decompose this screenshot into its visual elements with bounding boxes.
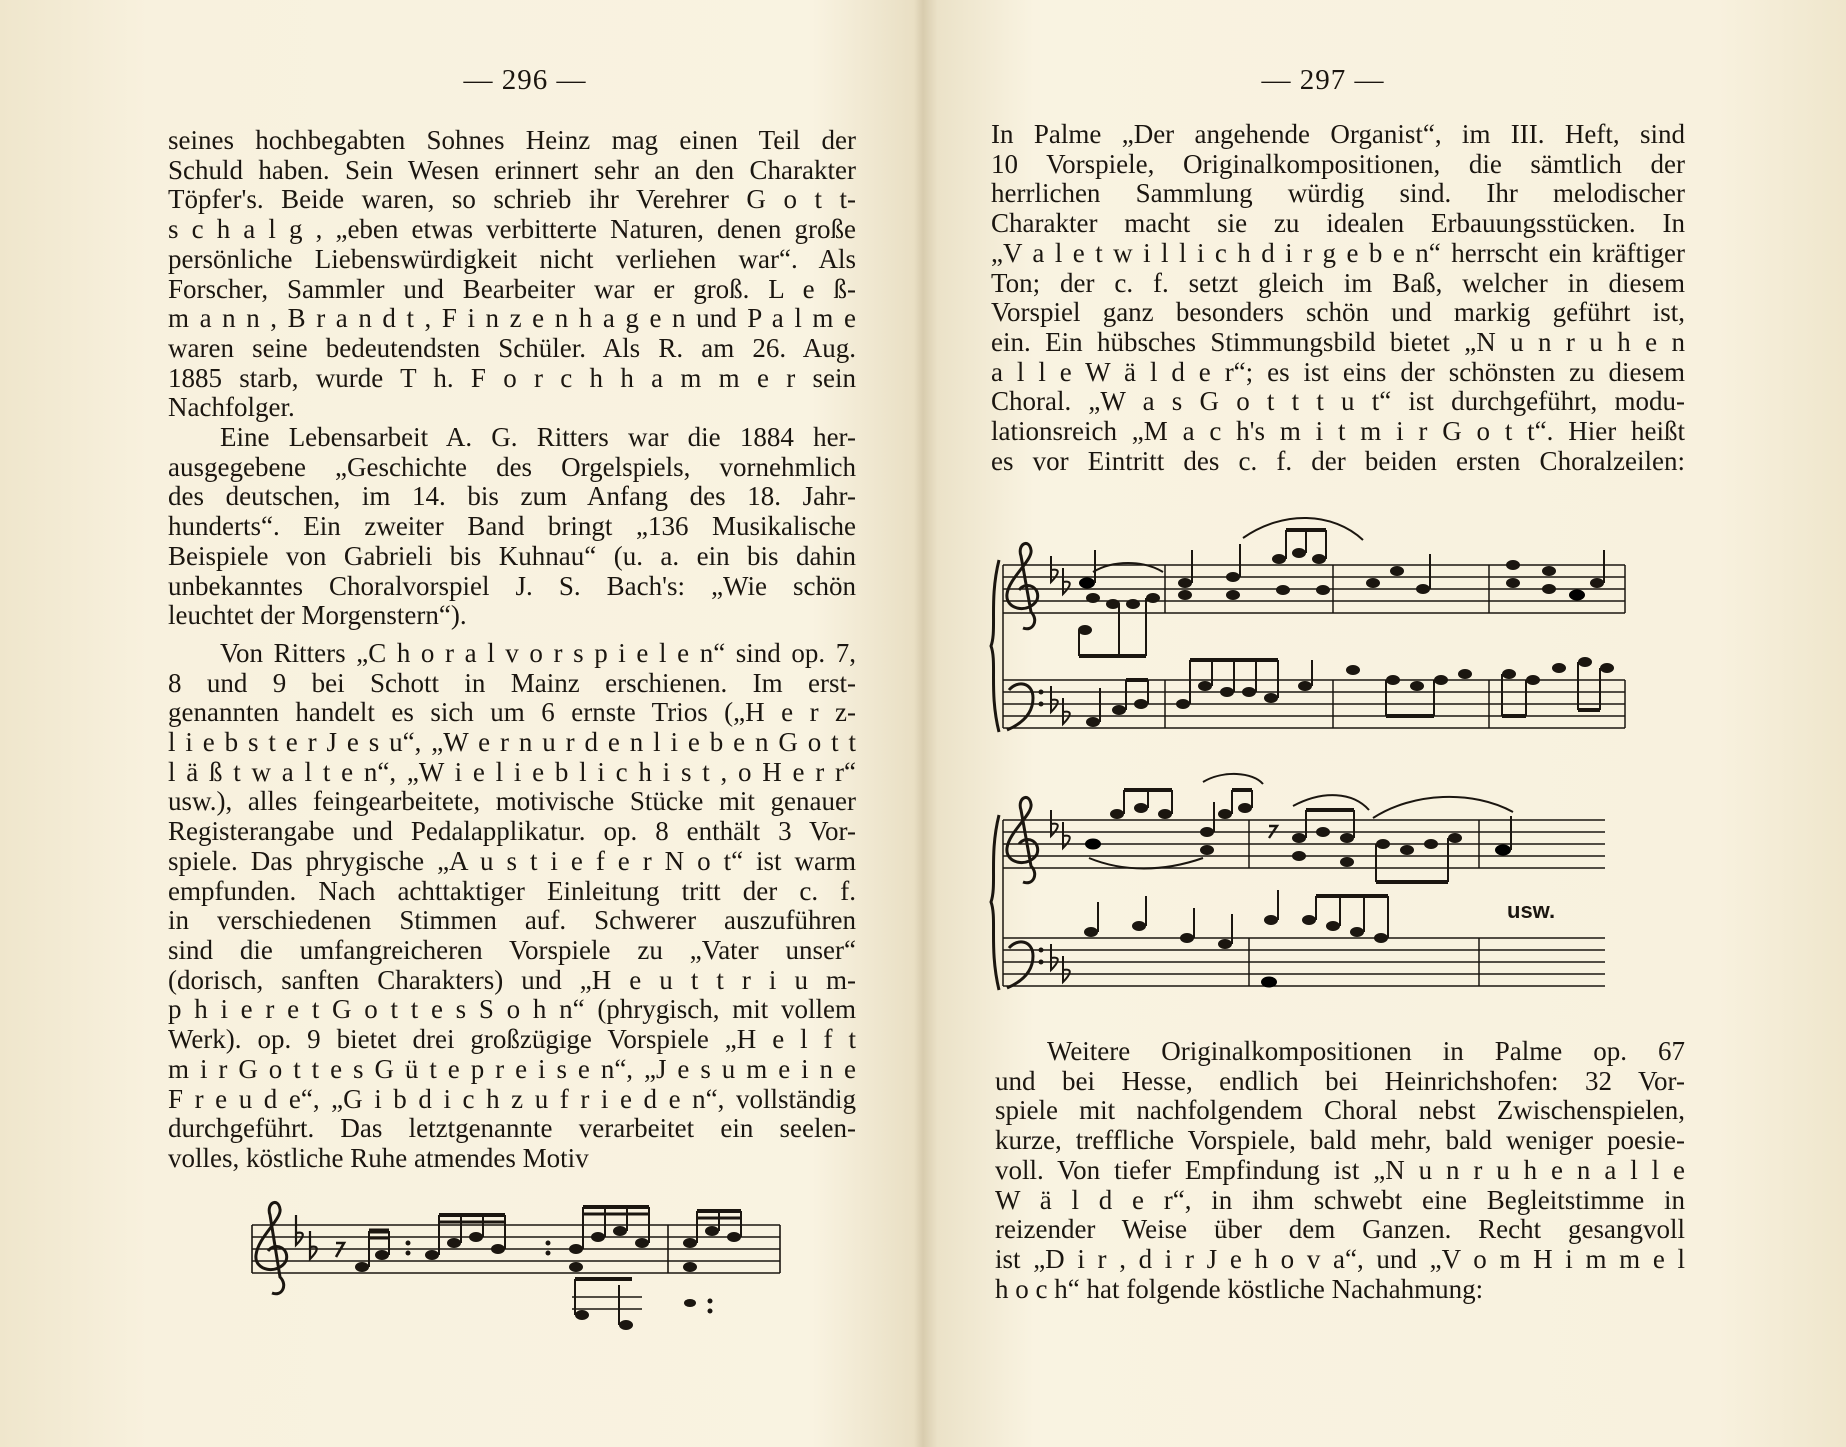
text-line: In Palme „Der angehende Organist“, im III. Heft, sind: [991, 119, 1685, 149]
text-line: leuchtet der Morgenstern“).: [168, 600, 467, 631]
text-line: l i e b s t e r J e s u“, „W e r n u r d e n l i e b e n G o t t: [168, 727, 856, 758]
text-line: 8 und 9 bei Schott in Mainz erschienen. Im erst-: [168, 667, 856, 698]
text-line: h o c h“ hat folgende köstliche Nachahmung:: [995, 1273, 1484, 1304]
text-line: hunderts“. Ein zweiter Band bringt „136 Musikalische: [168, 511, 856, 542]
text-line: in verschiedenen Stimmen auf. Schwerer auszuführen: [168, 905, 856, 936]
text-line: es vor Eintritt des c. f. der beiden ersten Choralzeilen:: [991, 445, 1685, 476]
text-line: waren seine bedeutendsten Schüler. Als R. am 26. Aug.: [168, 332, 856, 363]
text-line: Nachfolger.: [168, 392, 295, 423]
text-line: l ä ß t w a l t e n“, „W i e l i e b l i c h i s t , o H e r r“: [168, 756, 856, 787]
text-line: Choral. „W a s G o t t t u t“ ist durchgeführt, modu-: [991, 386, 1685, 417]
bass-clef: [1007, 684, 1033, 730]
treble-clef: [256, 1202, 287, 1293]
text-line: usw.), alles feingearbeitete, motivische Stücke mit genauer: [168, 786, 856, 817]
right-page: [923, 0, 1846, 1447]
text-line: Forscher, Sammler und Bearbeiter war er groß. L e ß-: [168, 273, 856, 304]
text-line: Von Ritters „C h o r a l v o r s p i e l e n“ sind op. 7,: [220, 637, 856, 668]
text-line: Werk). op. 9 bietet drei großzügige Vorspiele „H e l f t: [168, 1024, 856, 1055]
text-line: seines hochbegabten Sohnes Heinz mag einen Teil der: [168, 125, 856, 155]
text-line: 1885 starb, wurde T h. F o r c h h a m m e r sein: [168, 362, 856, 393]
text-line: voll. Von tiefer Empfindung ist „N u n r u h e n a l l e: [995, 1154, 1685, 1185]
text-line: herrlichen Sammlung würdig sind. Ihr melodischer: [991, 178, 1685, 209]
music-example-organ-score: [993, 520, 1633, 1010]
text-line: Charakter macht sie zu idealen Erbauungsstücken. In: [991, 208, 1685, 239]
text-line: ist „D i r , d i r J e h o v a“, und „V o m H i m m e l: [995, 1243, 1685, 1274]
music-example-motif: [232, 1185, 792, 1355]
text-line: ausgegebene „Geschichte des Orgelspiels, vornehmlich: [168, 451, 856, 482]
text-line: „V a l e t w i l l i c h d i r g e b e n“ herrscht ein kräftiger: [991, 237, 1685, 268]
system-1-treble-notes: [1078, 518, 1604, 656]
page-number: — 297 —: [1261, 64, 1385, 96]
text-line: spiele mit nachfolgendem Choral nebst Zwischenspielen,: [995, 1095, 1685, 1126]
text-line: Weitere Originalkompositionen in Palme op. 67: [1047, 1036, 1685, 1066]
text-line: W ä l d e r“, in ihm schwebt eine Begleitstimme in: [995, 1184, 1685, 1215]
text-line: Beispiele von Gabrieli bis Kuhnau“ (u. a. ein bis dahin: [168, 540, 856, 571]
right-page-text-bottom: [995, 1037, 1685, 1304]
text-line: Eine Lebensarbeit A. G. Ritters war die 1884 her-: [220, 422, 856, 453]
text-line: a l l e W ä l d e r“; es ist eins der schönsten zu diesem: [991, 356, 1685, 387]
text-line: Vorspiel ganz besonders schön und markig geführt ist,: [991, 297, 1685, 328]
page-number: — 296 —: [463, 64, 587, 96]
text-line: m i r G o t t e s G ü t e p r e i s e n“, „J e s u m e i n e: [168, 1053, 856, 1084]
system-2-treble-notes: [1085, 774, 1513, 882]
text-line: durchgeführt. Das letztgenannte verarbeitet ein seelen-: [168, 1113, 856, 1144]
text-line: sind die umfangreicheren Vorspiele zu „Vater unser“: [168, 934, 856, 965]
text-line: (dorisch, sanften Charakters) und „H e u t t r i u m-: [168, 964, 856, 995]
text-line: und bei Hesse, endlich bei Heinrichshofen: 32 Vor-: [995, 1065, 1685, 1096]
text-line: des deutschen, im 14. bis zum Anfang des 18. Jahr-: [168, 481, 856, 512]
treble-clef: [1007, 797, 1038, 882]
text-line: unbekanntes Choralvorspiel J. S. Bach's: „Wie schön: [168, 570, 856, 601]
text-line: ein. Ein hübsches Stimmungsbild bietet „N u n r u h e n: [991, 326, 1685, 357]
bass-clef: [1007, 942, 1033, 988]
text-line: Ton; der c. f. setzt gleich im Baß, welcher in diesem: [991, 267, 1685, 298]
text-line: persönliche Liebenswürdigkeit nicht verliehen war“. Als: [168, 243, 856, 274]
text-line: empfunden. Nach achttaktiger Einleitung tritt der c. f.: [168, 875, 856, 906]
text-line: spiele. Das phrygische „A u s t i e f e r N o t“ ist warm: [168, 845, 856, 876]
text-line: Töpfer's. Beide waren, so schrieb ihr Verehrer G o t t-: [168, 184, 856, 215]
text-line: volles, köstliche Ruhe atmendes Motiv: [168, 1142, 589, 1173]
text-line: 10 Vorspiele, Originalkompositionen, die sämtlich der: [991, 148, 1685, 179]
left-page-text: [168, 126, 856, 1174]
text-line: reizender Weise über dem Ganzen. Recht gesangvoll: [995, 1214, 1685, 1245]
score-continuation-label: usw.: [1507, 898, 1556, 923]
text-line: kurze, treffliche Vorspiele, bald mehr, bald weniger poesie-: [995, 1125, 1685, 1156]
text-line: F r e u d e“, „G i b d i c h z u f r i e d e n“, vollständig: [168, 1083, 856, 1114]
text-line: s c h a l g , „eben etwas verbitterte Naturen, denen große: [168, 214, 856, 245]
right-page-text-top: [991, 120, 1685, 476]
text-line: genannten handelt es sich um 6 ernste Trios („H e r z-: [168, 697, 856, 728]
text-line: Registerangabe und Pedalapplikatur. op. 8 enthält 3 Vor-: [168, 816, 856, 847]
treble-clef: [1007, 543, 1038, 628]
text-line: Schuld haben. Sein Wesen erinnert sehr an den Charakter: [168, 154, 856, 185]
text-line: p h i e r e t G o t t e s S o h n“ (phrygisch, mit vollem: [168, 994, 856, 1025]
text-line: m a n n , B r a n d t , F i n z e n h a g e n und P a l m e: [168, 303, 856, 334]
text-line: lationsreich „M a c h's m i t m i r G o t t“. Hier heißt: [991, 416, 1685, 447]
